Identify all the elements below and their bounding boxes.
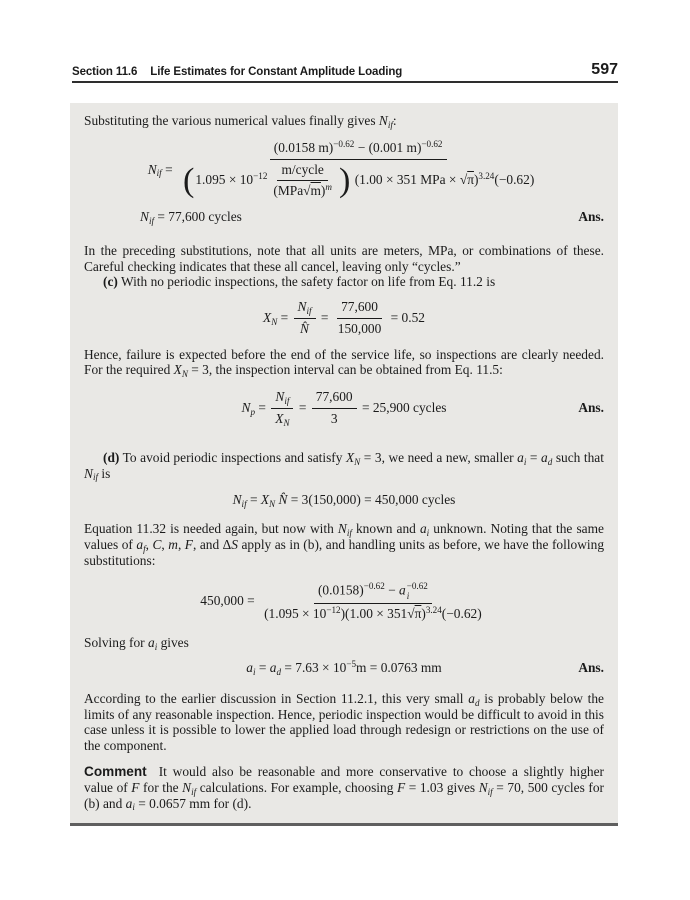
paragraph-equation-1132: Equation 11.32 is needed again, but now with $N_{if}$ known and $a_i$ unknown. Noting that the same values of $a_f$, C, m, F, and ΔS apply as in (b), and handling units as before, we have the following substitutions: (84, 521, 605, 568)
equation-content: $N_{if} = 77,600$ cycles (140, 209, 242, 226)
paragraph-inspections-needed: Hence, failure is expected before the end of the service life, so inspections are clearly needed. For the required $X_N = 3$, the inspection interval can be obtained from Eq. 11.5: (84, 346, 604, 380)
equation-nif-result (84, 209, 604, 226)
equation-450000 (84, 581, 604, 624)
equation-content: $N_p$ = $\frac{N_{if}}{X_N}$ = $\frac{77,600}{3}$ = 25,900 cycles (241, 389, 447, 428)
equation-nif-target (84, 492, 604, 509)
paragraph-solving: Solving for $a_i$ gives (84, 635, 189, 653)
equation-inspection-interval (84, 389, 604, 428)
equation-content: $a_i = a_d = 7.63 \times 10^{-5}m = 0.0763$ mm (246, 658, 442, 677)
running-head (72, 63, 402, 78)
section-title: Life Estimates for Constant Amplitude Loading (150, 66, 403, 78)
example-box (70, 103, 618, 826)
section-number: Section 11.6 (72, 66, 138, 78)
equation-content: $N_{if} = X_N$ N̂ = 3(150,000) = 450,000 cycles (232, 492, 456, 510)
ans-label: Ans. (578, 660, 604, 675)
page-number: 597 (591, 61, 618, 78)
paragraph-comment: Comment It would also be reasonable and more conservative to choose a slightly higher value of F for the $N_{if}$ calculations. For example, choosing F = 1.03 gives $N_{if} = 70$, 500 cycles for (b) and $a_i = 0.0657$ mm for (d). (84, 763, 604, 813)
equation-content: 450,000 = $(0.0158)^{-0.62} - a$ −0.62 i $(1.095 \times 10^{-12})(1.00 \times 351√\pi)^{3.24}(-0.62)$ (200, 580, 482, 622)
equation-content: $N_{if}$ = (0.0158 m)$^{-0.62}$ − (0.001 m)$^{-0.62}$ ( $1.095 \times 10^{-12}$ $\frac{\text{m/cycle}}{(MPa√m)^m}$ ) (1.00 × 351 MPa × √π)$^{3.24}$(−0.62) (147, 138, 535, 200)
paragraph-according: According to the earlier discussion in Section 11.2.1, this very small $a_d$ is probably below the limits of any reasonable inspection. Hence, periodic inspection would be difficult to avoid in this case unless it is possible to lower the applied load through redesign or restrictions on the use of the component. (84, 690, 604, 754)
paragraph-part-c: (c) With no periodic inspections, the safety factor on life from Eq. 11.2 is (103, 274, 496, 290)
ans-label: Ans. (578, 209, 604, 225)
paragraph-part-d: (d) To avoid periodic inspections and satisfy $X_N = 3$, we need a new, smaller $a_i = a_d$ such that $N_{if}$ is (84, 449, 604, 483)
paragraph-substituting: Substituting the various numerical values finally gives $N_{if}$: (84, 113, 397, 130)
paragraph-units-note: In the preceding substitutions, note that all units are meters, MPa, or combinations of these. Careful checking indicates that these all cancel, leaving only “cycles.” (84, 242, 604, 274)
equation-safety-factor (84, 299, 604, 338)
header-rule (72, 81, 618, 83)
equation-nif-main (84, 140, 604, 200)
equation-content: $X_N$ = $\frac{N_{if}}{N̂}$ = $\frac{77,600}{150,000}$ = 0.52 (263, 299, 425, 336)
ans-label: Ans. (578, 400, 604, 416)
equation-ai-result (84, 660, 604, 677)
page-header (72, 62, 618, 78)
